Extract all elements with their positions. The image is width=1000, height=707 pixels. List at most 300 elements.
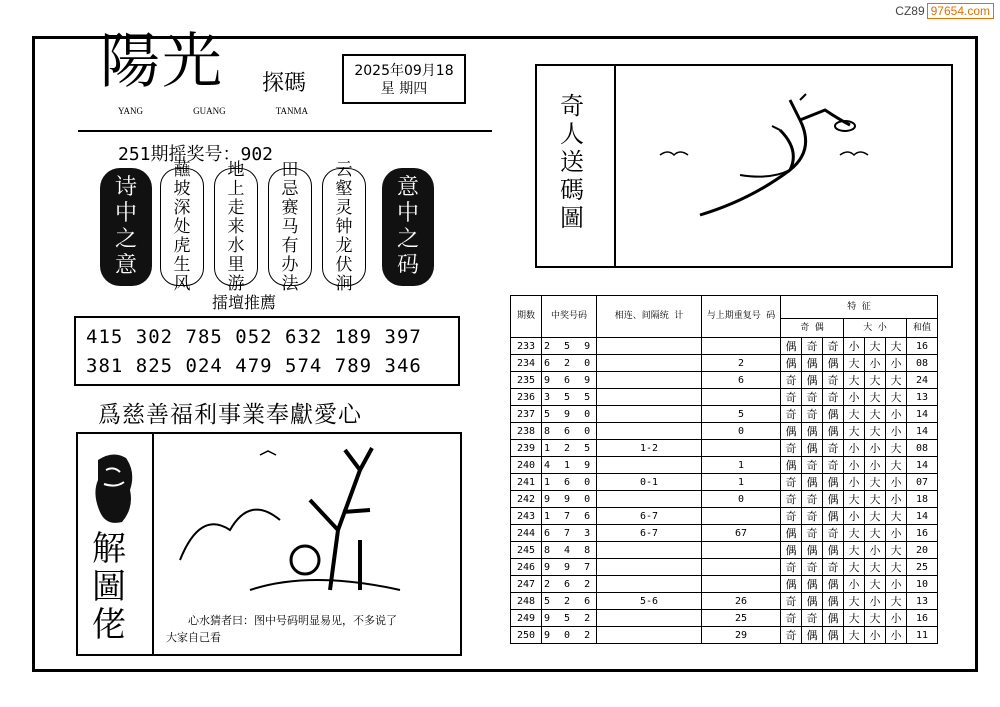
table-cell: 大 [886,389,907,406]
poem-char: 有 [281,235,299,256]
poem-char: 办 [281,254,299,275]
table-cell: 偶 [781,338,802,355]
table-cell: 2 5 9 [542,338,597,355]
table-cell: 小 [844,389,865,406]
poem-char: 生 [173,254,191,275]
table-cell: 246 [511,559,542,576]
poem-char: 处 [173,216,191,237]
table-cell: 1 [702,457,781,474]
table-cell: 1 6 0 [542,474,597,491]
table-cell: 大 [844,610,865,627]
table-row [511,559,938,576]
table-cell: 3 5 5 [542,389,597,406]
poem-char: 坡 [173,178,191,199]
table-row [511,610,938,627]
issue-weekday: 星 期四 [380,81,428,97]
table-cell: 小 [844,474,865,491]
draw-number: 251期摇奖号：902 [118,144,274,165]
table-cell [597,372,702,389]
table-cell [702,440,781,457]
table-cell: 奇 [802,508,823,525]
table-cell: 小 [844,508,865,525]
tree-birds-illustration [640,80,930,230]
table-cell: 239 [511,440,542,457]
table-cell: 5-6 [597,593,702,610]
poem-char: 云 [335,159,353,180]
table-cell: 236 [511,389,542,406]
table-cell [597,457,702,474]
table-cell: 奇 [781,440,802,457]
col-sum: 和值 [907,319,938,338]
table-cell: 9 5 2 [542,610,597,627]
table-cell: 偶 [823,610,844,627]
col-feature: 特 征 [781,296,938,319]
poem-char: 地 [227,159,245,180]
table-cell: 0 [702,491,781,508]
table-cell: 偶 [802,440,823,457]
table-cell: 小 [844,338,865,355]
table-cell: 小 [865,355,886,372]
table-cell: 奇 [802,338,823,355]
table-cell: 小 [865,440,886,457]
poem-char: 游 [227,273,245,294]
qiren-label [560,92,584,232]
table-cell: 小 [865,457,886,474]
table-cell: 大 [886,508,907,525]
table-cell [702,508,781,525]
table-cell: 5 2 6 [542,593,597,610]
poem-char: 法 [281,273,299,294]
table-cell: 大 [886,372,907,389]
table-cell: 偶 [802,542,823,559]
history-body [511,338,938,644]
table-cell: 6-7 [597,525,702,542]
table-cell: 08 [907,355,938,372]
qiren-char: 人 [560,120,584,148]
table-cell: 奇 [823,440,844,457]
poem-column-3 [268,159,312,294]
table-cell: 16 [907,525,938,542]
table-cell: 14 [907,406,938,423]
table-cell: 20 [907,542,938,559]
logo-romanization [118,106,308,116]
table-cell: 偶 [823,576,844,593]
table-cell: 1-2 [597,440,702,457]
jietu-label [92,530,126,644]
table-cell: 小 [865,593,886,610]
poem-char: 龙 [335,235,353,256]
poem-label-char: 之 [114,227,137,252]
poem-char: 蘸 [173,159,191,180]
table-cell [597,491,702,508]
table-cell: 6-7 [597,508,702,525]
table-cell [597,423,702,440]
poem-column-1 [160,159,204,294]
table-cell: 8 4 8 [542,542,597,559]
table-cell: 9 9 7 [542,559,597,576]
table-cell: 大 [844,559,865,576]
table-row [511,440,938,457]
table-cell: 大 [886,440,907,457]
table-cell [597,338,702,355]
table-cell: 大 [865,406,886,423]
table-cell: 6 [702,372,781,389]
table-cell: 大 [844,423,865,440]
table-cell: 241 [511,474,542,491]
recommend-title: 擂壇推薦 [212,293,277,312]
date-box [342,54,466,104]
table-cell: 233 [511,338,542,355]
col-number: 中奖号码 [542,296,597,338]
table-cell: 偶 [823,423,844,440]
roman-word: TANMA [275,106,308,116]
logo-title: 陽光 [100,27,224,97]
table-cell: 240 [511,457,542,474]
table-cell: 243 [511,508,542,525]
table-row [511,542,938,559]
table-cell: 偶 [823,508,844,525]
col-adjacent: 相连、间隔统 计 [597,296,702,338]
table-cell: 11 [907,627,938,644]
table-cell: 偶 [802,593,823,610]
table-cell: 18 [907,491,938,508]
site-watermark [895,4,994,18]
poem-char: 壑 [335,178,353,199]
table-cell: 大 [865,423,886,440]
table-cell: 大 [865,491,886,508]
issue-date: 2025年09月18 [354,63,454,79]
charity-slogan: 爲慈善福利事業奉獻愛心 [98,402,362,428]
poem-label-char: 诗 [114,175,137,200]
table-cell [597,542,702,559]
table-row [511,627,938,644]
table-cell: 07 [907,474,938,491]
table-cell: 奇 [802,491,823,508]
table-cell: 14 [907,508,938,525]
table-cell: 大 [886,542,907,559]
table-cell [597,627,702,644]
table-cell: 偶 [823,355,844,372]
poem-char: 走 [227,197,245,218]
table-cell: 小 [886,627,907,644]
poem-label-char: 意 [396,175,419,200]
table-cell: 8 6 0 [542,423,597,440]
table-cell: 5 9 0 [542,406,597,423]
table-cell: 奇 [781,491,802,508]
table-cell: 奇 [781,559,802,576]
table-cell: 奇 [802,406,823,423]
table-row [511,338,938,355]
table-cell: 大 [886,338,907,355]
poem-char: 忌 [281,178,299,199]
table-cell [597,355,702,372]
table-cell: 大 [844,372,865,389]
table-cell: 9 0 2 [542,627,597,644]
table-cell: 大 [865,525,886,542]
table-cell: 奇 [781,610,802,627]
table-cell: 大 [886,593,907,610]
table-cell: 4 1 9 [542,457,597,474]
col-big-small: 大 小 [844,319,907,338]
poem-char: 赛 [281,197,299,218]
poem-char: 田 [281,159,299,180]
table-cell: 大 [844,627,865,644]
table-row [511,372,938,389]
table-cell: 248 [511,593,542,610]
table-cell: 小 [886,525,907,542]
qiren-divider [614,64,616,268]
qiren-char: 送 [560,148,584,176]
table-cell: 大 [844,355,865,372]
table-row [511,576,938,593]
poem-column-4 [322,159,366,294]
table-cell: 1 [702,474,781,491]
roman-word: GUANG [193,106,226,116]
poem-char: 上 [227,178,245,199]
table-cell: 250 [511,627,542,644]
table-cell: 大 [865,389,886,406]
table-cell: 大 [865,559,886,576]
table-cell: 偶 [823,627,844,644]
table-cell [702,389,781,406]
table-cell [702,542,781,559]
watermark-prefix: CZ89 [895,4,925,18]
table-cell [597,389,702,406]
table-cell: 大 [865,576,886,593]
table-cell: 奇 [802,559,823,576]
table-cell: 13 [907,389,938,406]
table-cell: 大 [844,542,865,559]
roman-word: YANG [118,106,144,116]
logo-subtitle: 探碼 [262,71,307,96]
poem-char: 马 [281,216,299,237]
table-cell: 偶 [802,627,823,644]
jietu-caption: 心水猜者曰：图中号码明显易见，不多说了 [188,614,397,627]
poem-char: 伏 [335,254,353,275]
table-cell: 大 [844,525,865,542]
table-cell: 大 [865,338,886,355]
recommend-row-2: 381 825 024 479 574 789 346 [86,355,422,377]
table-cell: 奇 [781,474,802,491]
table-cell: 0 [702,423,781,440]
table-row [511,423,938,440]
table-cell: 245 [511,542,542,559]
table-cell: 234 [511,355,542,372]
table-cell: 大 [865,610,886,627]
qiren-char: 奇 [560,92,584,120]
table-cell: 偶 [802,576,823,593]
table-cell: 2 [702,355,781,372]
table-cell: 小 [886,491,907,508]
watermark-site[interactable]: 97654.com [927,3,994,19]
table-cell: 小 [865,542,886,559]
poem-char: 水 [227,235,245,256]
jietu-char: 圖 [92,567,126,607]
poem-label-char: 码 [396,253,419,278]
table-cell: 小 [886,355,907,372]
table-row [511,457,938,474]
col-odd-even: 奇 偶 [781,319,844,338]
table-cell: 6 2 0 [542,355,597,372]
header-divider [78,130,492,132]
table-cell: 14 [907,423,938,440]
jietu-divider [152,432,154,656]
table-row [511,389,938,406]
table-row [511,508,938,525]
poem-char: 里 [227,254,245,275]
table-cell: 奇 [823,525,844,542]
poem-label-char: 中 [396,201,419,226]
table-cell: 67 [702,525,781,542]
table-cell: 奇 [802,457,823,474]
poem-label-char: 中 [114,201,137,226]
jietu-char: 解 [92,529,126,569]
table-cell: 0-1 [597,474,702,491]
table-cell: 26 [702,593,781,610]
table-cell: 偶 [823,491,844,508]
table-cell: 小 [844,440,865,457]
table-cell: 奇 [781,406,802,423]
table-cell: 249 [511,610,542,627]
history-table [510,295,938,644]
table-cell: 偶 [823,542,844,559]
table-cell: 小 [865,627,886,644]
table-cell: 25 [702,610,781,627]
recommend-row-1: 415 302 785 052 632 189 397 [86,326,422,348]
table-cell: 242 [511,491,542,508]
table-cell: 29 [702,627,781,644]
table-cell: 偶 [802,355,823,372]
poem-label-left [100,168,152,286]
table-cell: 小 [886,423,907,440]
poem-char: 来 [227,216,245,237]
table-cell: 13 [907,593,938,610]
table-cell: 16 [907,610,938,627]
table-cell: 小 [886,406,907,423]
table-cell [702,338,781,355]
table-cell: 5 [702,406,781,423]
table-cell: 奇 [823,457,844,474]
table-cell: 大 [865,474,886,491]
table-cell: 奇 [823,372,844,389]
table-cell: 6 7 3 [542,525,597,542]
table-cell: 奇 [781,372,802,389]
table-row [511,525,938,542]
table-cell: 1 2 5 [542,440,597,457]
table-row [511,474,938,491]
table-row [511,593,938,610]
table-cell: 奇 [802,389,823,406]
portrait-icon [88,450,138,530]
table-cell: 08 [907,440,938,457]
table-cell: 大 [865,372,886,389]
table-cell [597,576,702,593]
table-cell [702,559,781,576]
poem-char: 深 [173,197,191,218]
table-cell: 大 [886,559,907,576]
poem-char: 灵 [335,197,353,218]
table-cell: 9 6 9 [542,372,597,389]
table-cell: 奇 [781,389,802,406]
table-cell [702,576,781,593]
table-cell: 奇 [802,525,823,542]
table-cell: 大 [844,491,865,508]
table-cell: 2 6 2 [542,576,597,593]
table-cell: 奇 [781,593,802,610]
table-cell: 小 [886,610,907,627]
poem-label-char: 意 [114,253,137,278]
col-period: 期数 [511,296,542,338]
table-cell: 偶 [781,542,802,559]
table-cell: 偶 [781,576,802,593]
table-cell: 偶 [781,457,802,474]
table-cell: 大 [886,457,907,474]
table-cell: 24 [907,372,938,389]
table-cell: 小 [886,576,907,593]
table-cell: 奇 [823,559,844,576]
table-cell: 偶 [823,593,844,610]
table-row [511,491,938,508]
table-cell: 奇 [823,338,844,355]
poem-char: 钟 [335,216,353,237]
jietu-char: 佬 [92,605,126,645]
table-cell: 小 [844,457,865,474]
table-cell [597,406,702,423]
jietu-caption-2: 大家自己看 [166,631,221,644]
table-cell: 偶 [823,474,844,491]
table-cell: 小 [844,576,865,593]
poem-label-right [382,168,434,286]
qiren-char: 圖 [560,204,584,232]
table-cell: 14 [907,457,938,474]
table-cell: 偶 [781,423,802,440]
table-cell: 偶 [802,372,823,389]
table-cell: 244 [511,525,542,542]
table-cell: 9 9 0 [542,491,597,508]
table-cell: 25 [907,559,938,576]
table-row [511,355,938,372]
table-cell: 237 [511,406,542,423]
table-cell: 235 [511,372,542,389]
table-cell: 16 [907,338,938,355]
table-cell: 1 7 6 [542,508,597,525]
poem-label-char: 之 [396,227,419,252]
table-cell: 247 [511,576,542,593]
table-cell: 大 [844,593,865,610]
table-cell: 偶 [802,474,823,491]
table-cell: 10 [907,576,938,593]
table-cell [597,559,702,576]
table-cell: 奇 [823,389,844,406]
table-cell: 奇 [781,508,802,525]
qiren-char: 碼 [560,176,584,204]
tree-sun-illustration [160,440,450,605]
table-cell: 偶 [781,525,802,542]
table-cell: 偶 [781,355,802,372]
table-cell: 大 [865,508,886,525]
poem-char: 涧 [335,273,353,294]
table-cell [597,610,702,627]
poem-char: 风 [173,273,191,294]
table-cell: 小 [886,474,907,491]
table-cell: 偶 [802,423,823,440]
col-repeat: 与上期重复号 码 [702,296,781,338]
table-cell: 奇 [781,627,802,644]
poem-char: 虎 [173,235,191,256]
table-cell: 奇 [802,610,823,627]
table-cell: 大 [844,406,865,423]
table-row [511,406,938,423]
